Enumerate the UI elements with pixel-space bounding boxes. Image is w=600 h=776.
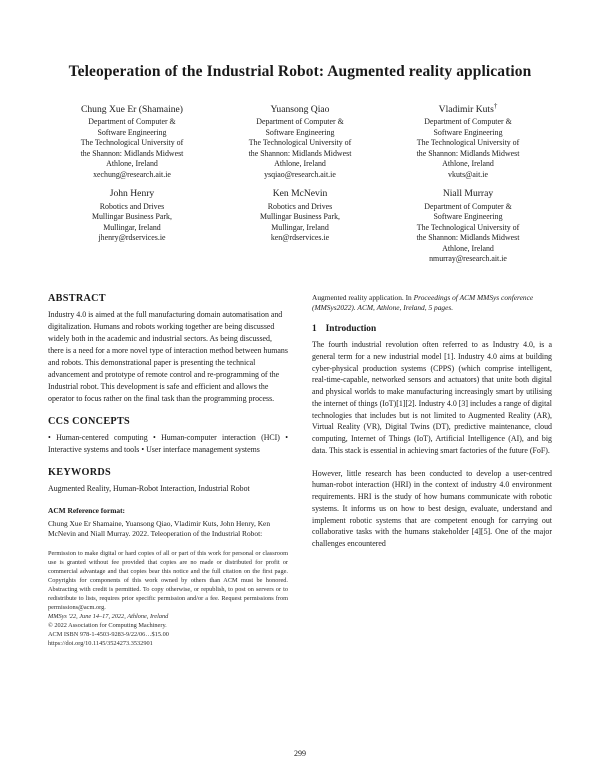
author-name-text: Chung Xue Er (Shamaine)	[80, 103, 183, 115]
page-title: Teleoperation of the Industrial Robot: Augmented reality application	[68, 63, 532, 80]
author-affiliation-line: the Shannon: Midlands Midwest	[416, 148, 520, 158]
section-title: Introduction	[325, 323, 377, 334]
author-list	[48, 102, 552, 265]
author-affiliation-line: Athlone, Ireland	[274, 159, 326, 169]
author-affiliation-line: Department of Computer &	[424, 117, 512, 127]
author-name-text: Ken McNevin	[272, 188, 328, 200]
author-affiliation-line: Software Engineering	[265, 127, 335, 137]
author-affiliation-line: Software Engineering	[433, 212, 503, 222]
author-affiliation-line: Software Engineering	[97, 127, 167, 137]
author-affiliation-line: The Technological University of	[416, 222, 520, 232]
page-number: 299	[294, 749, 306, 758]
author-name	[216, 186, 384, 200]
citation-italic-text: Proceedings of ACM MMSys conference (MMSys2022). ACM, Athlone, Ireland, 5 pages.	[312, 292, 534, 313]
citation-plain-text: Augmented reality application. In	[312, 292, 414, 302]
copyright-line: © 2022 Association for Computing Machinery.	[48, 622, 167, 630]
acm-reference-heading: ACM Reference format:	[48, 505, 126, 515]
author-affiliation-line: Robotics and Drives	[99, 201, 165, 211]
author-row	[48, 102, 552, 180]
introduction-heading	[312, 324, 552, 334]
author-affiliation-line: Robotics and Drives	[267, 201, 333, 211]
permission-notice: Permission to make digital or hard copies of all or part of this work for personal or classroom use is granted without fee provided that copies are no made or distributed for profit or commercial advantage and that copies bear this notice and the full citation on the first page. Copyrights for components of this work owned by others than ACM must be honored. Abstracting with credit is permitted. To copy otherwise, or republish, to post on servers or to redistribute to lists, requires prior specific permission and/or a fee. Request permissions from permissions@acm.org.	[48, 550, 288, 612]
author-affiliation-line: Athlone, Ireland	[106, 159, 158, 169]
author-name	[216, 102, 384, 116]
author-name	[384, 102, 552, 116]
acm-reference-body: Chung Xue Er Shamaine, Yuansong Qiao, Vladimir Kuts, John Henry, Ken McNevin and Niall Murray. 2022. Teleoperation of the Industrial Robot:	[48, 518, 271, 539]
author-affiliation-line: Mullingar Business Park,	[259, 212, 340, 222]
abstract-heading: ABSTRACT	[48, 292, 106, 304]
section-number: 1	[312, 323, 317, 334]
abstract-body: Industry 4.0 is aimed at the full manufacturing domain automatisation and digitalization. Humans and robots working together are being discussed widely both in the academic and industrial sectors. As being discussed, there is a need for a more novel type of interaction method between humans and robots. This demonstrational paper is presenting the technical advancement and prototype of remote control and re-programming of the Industrial robot. This development is safe and efficient and allows the operator to focus rather on the final task than the programming process.	[48, 309, 288, 403]
author-name-text: Niall Murray	[442, 188, 494, 200]
author-affiliation-line: the Shannon: Midlands Midwest	[80, 148, 184, 158]
author-affiliation-line: the Shannon: Midlands Midwest	[416, 233, 520, 243]
intro-paragraph: The fourth industrial revolution often referred to as Industry 4.0, is a general term for a new industrial model [1]. Industry 4.0 aims at building cyber-physical production systems (CPPS) (which comprise intelligent, real-time-capable, networked sensors and actuators) that unite both digital and physical worlds to make manufacturing increasingly smart by utilising the internet of things (IoT)[1][2]. Industry 4.0 [3] includes a range of digital technologies that includes but is not limited to Augmented Reality (AR), Virtual Reality (VR), Digital Twins (DT), predictive maintenance, cloud computing, Internet of Things (IoT), Artificial Intelligence (AI), and big data. This stack is essential in achieving smart factories of the future (FoF).	[312, 339, 552, 455]
author-name	[48, 186, 216, 200]
author-affiliation-line: The Technological University of	[248, 138, 352, 148]
author-dagger: †	[493, 101, 498, 110]
author-email: ysqiao@research.ait.ie	[264, 169, 336, 179]
keywords-body: Augmented Reality, Human-Robot Interaction, Industrial Robot	[48, 483, 250, 493]
author-affiliation-line: Software Engineering	[433, 127, 503, 137]
doi-link[interactable]: https://doi.org/10.1145/3524273.3532901	[48, 640, 153, 648]
author-email: jhenry@rdservices.ie	[98, 233, 166, 243]
author-block	[216, 102, 384, 180]
author-name	[384, 186, 552, 200]
author-block	[216, 186, 384, 264]
author-name-text: John Henry	[109, 188, 155, 200]
author-name-text: Yuansong Qiao	[270, 103, 330, 115]
right-column	[312, 293, 552, 649]
author-block	[48, 186, 216, 264]
intro-paragraph: However, little research has been conducted to develop a user-centred human-robot interaction (HRI) in the context of industry 4.0 environment requirements. HRI is the study of how humans communicate with robotic systems. It informs us on how to best design, evaluate, understand and implement robotic systems that are competent enough for carrying out collaborative tasks with the humans stakeholder [4][5]. One of the major challenges encountered	[312, 468, 552, 549]
author-affiliation-line: The Technological University of	[416, 138, 520, 148]
author-affiliation-line: Mullingar, Ireland	[271, 222, 329, 232]
author-email: vkuts@ait.ie	[448, 169, 488, 179]
author-affiliation-line: Department of Computer &	[88, 117, 176, 127]
ccs-concepts-body: • Human-centered computing • Human-computer interaction (HCI) • Interactive systems and tools • User interface management systems	[48, 432, 288, 454]
author-row	[48, 186, 552, 264]
author-block	[48, 102, 216, 180]
author-affiliation-line: Athlone, Ireland	[442, 159, 494, 169]
author-block	[384, 102, 552, 180]
left-column	[48, 293, 288, 649]
author-email: xechung@research.ait.ie	[93, 169, 171, 179]
author-affiliation-line: Athlone, Ireland	[442, 243, 494, 253]
author-block	[384, 186, 552, 264]
author-name	[48, 102, 216, 116]
body-columns	[48, 293, 552, 649]
author-affiliation-line: The Technological University of	[80, 138, 184, 148]
author-affiliation-line: Mullingar Business Park,	[91, 212, 172, 222]
citation-continuation	[312, 293, 552, 314]
author-affiliation-line: Department of Computer &	[256, 117, 344, 127]
ccs-concepts-heading: CCS CONCEPTS	[48, 415, 131, 427]
author-email: ken@rdservices.ie	[270, 233, 330, 243]
isbn-line: ACM ISBN 978-1-4503-9283-9/22/06…$15.00	[48, 631, 169, 639]
conference-line: MMSys '22, June 14–17, 2022, Athlone, Ireland	[48, 613, 169, 621]
author-affiliation-line: Mullingar, Ireland	[103, 222, 161, 232]
author-email: nmurray@research.ait.ie	[429, 254, 507, 264]
author-name-text: Vladimir Kuts	[438, 103, 494, 115]
keywords-heading: KEYWORDS	[48, 466, 111, 478]
author-affiliation-line: the Shannon: Midlands Midwest	[248, 148, 352, 158]
author-affiliation-line: Department of Computer &	[424, 201, 512, 211]
